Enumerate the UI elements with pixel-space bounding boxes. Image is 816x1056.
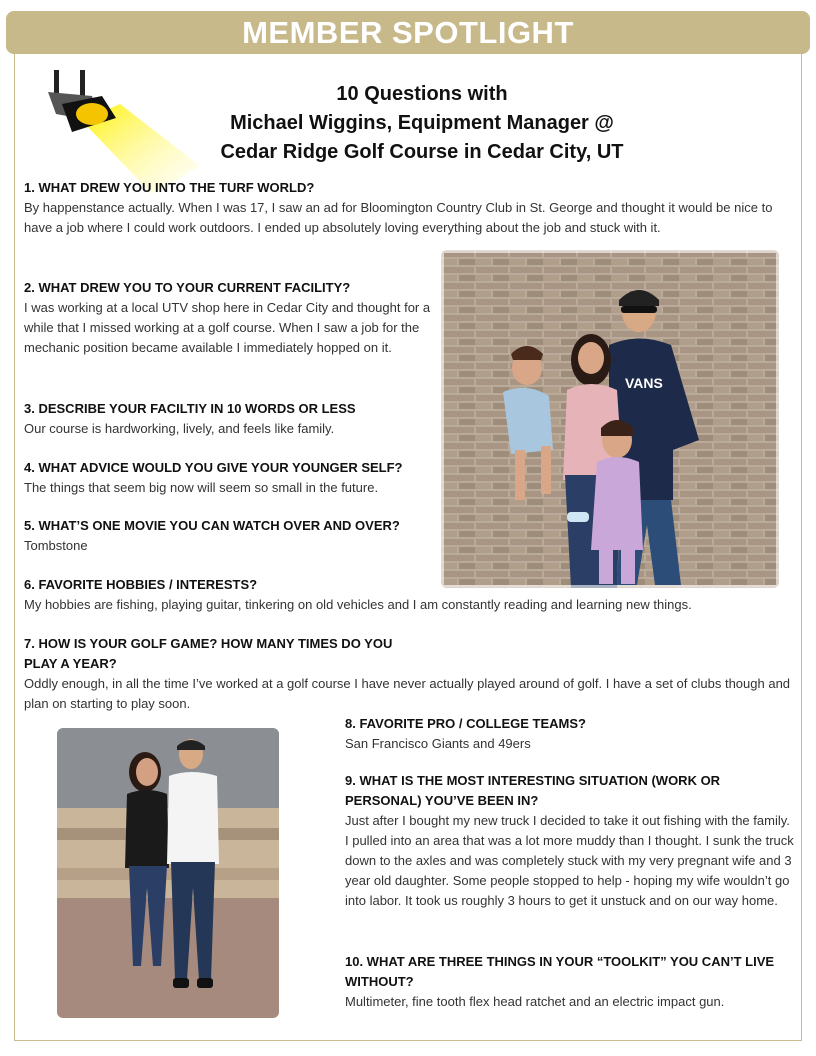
answer-text: Multimeter, fine tooth flex head ratchet and an electric impact gun. [345, 994, 725, 1009]
question-heading: 8. FAVORITE PRO / COLLEGE TEAMS? [345, 716, 587, 731]
answer-text: The things that seem big now will seem so small in the future. [24, 480, 379, 495]
header-banner [6, 11, 810, 54]
question-block-6 [24, 575, 796, 615]
banner-title: MEMBER SPOTLIGHT [242, 14, 574, 50]
question-block-2 [24, 278, 434, 358]
question-block-3 [24, 399, 434, 439]
question-block-4 [24, 458, 434, 498]
title-line-1: 10 Questions with [336, 83, 508, 105]
question-heading: 3. DESCRIBE YOUR FACILTIY IN 10 WORDS OR LESS [24, 401, 356, 416]
question-heading: 6. FAVORITE HOBBIES / INTERESTS? [24, 577, 258, 592]
answer-text: By happenstance actually. When I was 17, I saw an ad for Bloomington Country Club in St. George and thought it would be nice to have a job where I could work outdoors. I ended up absolutely loving everything about the job and stuck with it. [24, 200, 773, 235]
question-block-8 [345, 714, 797, 754]
question-block-1 [24, 178, 796, 238]
question-block-7 [24, 634, 796, 714]
shirt-text: VANS [625, 375, 663, 391]
question-block-10 [345, 952, 797, 1012]
answer-text: Oddly enough, in all the time I’ve worked at a golf course I have never actually played around of golf. I have a set of clubs though and plan on starting to play soon. [24, 676, 791, 711]
question-heading: 1. WHAT DREW YOU INTO THE TURF WORLD? [24, 180, 315, 195]
question-heading: 7. HOW IS YOUR GOLF GAME? HOW MANY TIMES DO YOU PLAY A YEAR? [24, 636, 393, 671]
answer-text: Just after I bought my new truck I decided to take it out fishing with the family. I pulled into an area that was a lot more muddy than I thought. I sunk the truck down to the axles and was completely stuck with my very pregnant wife and 3 year old daughter. Some people stopped to help - hoping my wife wouldn’t go into labor. It took us roughly 3 hours to get it unstuck and on our way home. [345, 813, 794, 908]
answer-text: Tombstone [24, 538, 88, 553]
question-heading: 4. WHAT ADVICE WOULD YOU GIVE YOUR YOUNGER SELF? [24, 460, 403, 475]
spotlight-icon [42, 66, 202, 196]
question-block-5 [24, 516, 434, 556]
answer-text: San Francisco Giants and 49ers [345, 736, 531, 751]
couple-photo [57, 728, 279, 1018]
family-photo [441, 250, 779, 588]
question-heading: 10. WHAT ARE THREE THINGS IN YOUR “TOOLKIT” YOU CAN’T LIVE WITHOUT? [345, 954, 775, 989]
page-title [190, 80, 654, 167]
question-heading: 5. WHAT’S ONE MOVIE YOU CAN WATCH OVER AND OVER? [24, 518, 400, 533]
question-heading: 9. WHAT IS THE MOST INTERESTING SITUATION (WORK OR PERSONAL) YOU’VE BEEN IN? [345, 773, 721, 808]
title-line-2: Michael Wiggins, Equipment Manager @ [230, 112, 614, 134]
answer-text: I was working at a local UTV shop here in Cedar City and thought for a while that I missed working at a golf course. When I saw a job for the mechanic position became available I immediately hopped on it. [24, 300, 431, 355]
answer-text: Our course is hardworking, lively, and feels like family. [24, 421, 335, 436]
question-block-9 [345, 771, 797, 911]
answer-text: My hobbies are fishing, playing guitar, tinkering on old vehicles and I am constantly reading and learning new things. [24, 597, 692, 612]
question-heading: 2. WHAT DREW YOU TO YOUR CURRENT FACILITY? [24, 280, 351, 295]
title-line-3: Cedar Ridge Golf Course in Cedar City, UT [220, 141, 624, 163]
